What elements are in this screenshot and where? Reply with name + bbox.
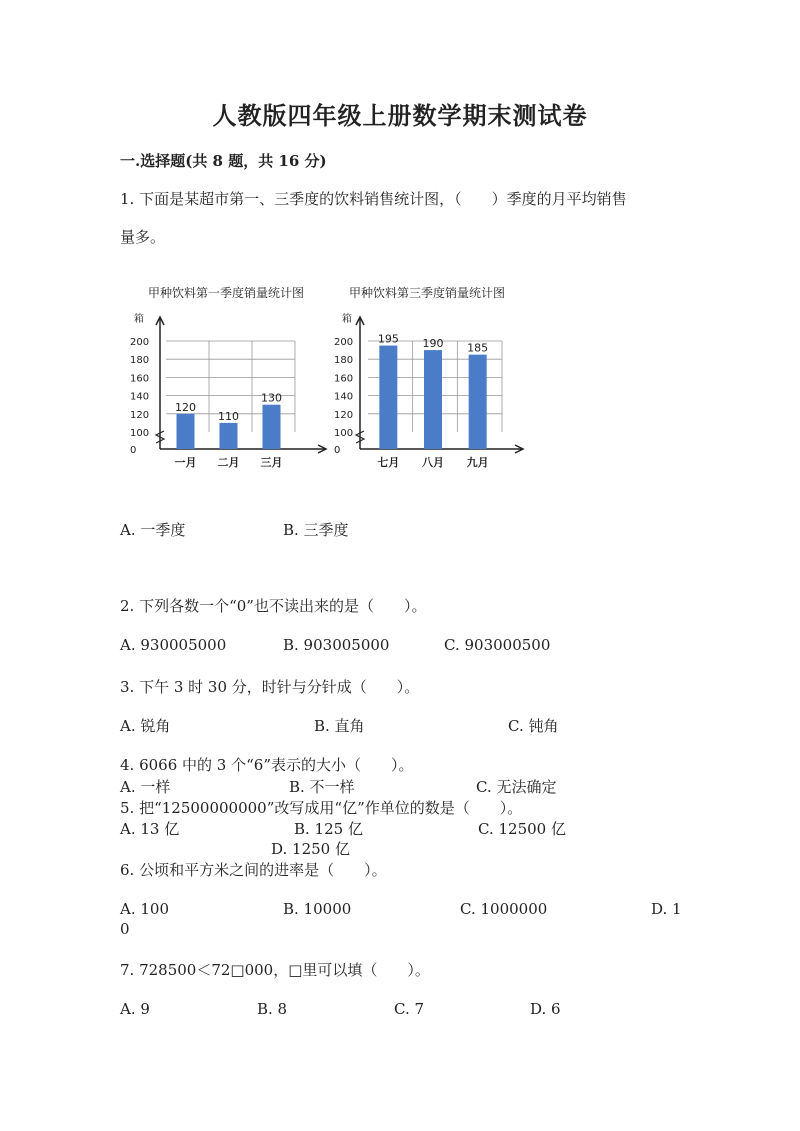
q2-option-a: A. 930005000 <box>120 636 227 654</box>
q7-option-b: B. 8 <box>257 1000 288 1018</box>
q5-option-d: D. 1250 亿 <box>271 840 350 858</box>
q2-option-c: C. 903000500 <box>444 636 551 654</box>
data-label: 110 <box>218 409 239 423</box>
bar <box>379 346 397 449</box>
y-tick-label: 120 <box>130 409 150 421</box>
q6-option-c: C. 1000000 <box>460 900 548 918</box>
y-tick-label: 100 <box>334 428 354 439</box>
bar <box>263 405 281 449</box>
y-tick-label: 180 <box>130 355 150 367</box>
axis-break <box>156 431 164 443</box>
data-label: 195 <box>377 332 399 346</box>
y-tick-label: 200 <box>130 337 150 348</box>
x-tick-label: 二月 <box>217 456 240 469</box>
q4-option-c: C. 无法确定 <box>476 778 557 796</box>
y-tick-label: 200 <box>334 337 354 348</box>
q5-option-a: A. 13 亿 <box>120 820 180 838</box>
y-tick-label: 160 <box>130 373 150 385</box>
q4-option-a: A. 一样 <box>120 778 171 796</box>
question-4: 4. 6066 中的 3 个“6”表示的大小（ ）。 <box>120 756 414 774</box>
chart-q1 <box>130 285 326 469</box>
y-tick-label: 140 <box>334 391 354 403</box>
q7-option-c: C. 7 <box>394 1000 425 1018</box>
q4-option-b: B. 不一样 <box>289 778 355 796</box>
x-tick-label: 九月 <box>466 456 489 469</box>
section-heading: 一.选择题(共 8 题，共 16 分) <box>120 152 327 170</box>
question-7: 7. 728500＜72□000，□里可以填（ ）。 <box>120 961 430 979</box>
q3-option-b: B. 直角 <box>314 717 365 735</box>
question-6: 6. 公顷和平方米之间的进率是（ ）。 <box>120 861 387 879</box>
question-2: 2. 下列各数一个“0”也不读出来的是（ ）。 <box>120 597 427 615</box>
q1-option-b: B. 三季度 <box>283 521 349 539</box>
bar <box>424 350 442 449</box>
q6-option-d: D. 1 <box>651 900 682 918</box>
x-tick-label: 一月 <box>174 456 197 469</box>
question-1-line1: 1. 下面是某超市第一、三季度的饮料销售统计图，（ ）季度的月平均销售 <box>120 190 627 208</box>
data-label: 120 <box>175 400 196 414</box>
question-5: 5. 把“12500000000”改写成用“亿”作单位的数是（ ）。 <box>120 799 523 817</box>
y-tick-label: 120 <box>334 409 354 421</box>
q6-option-b: B. 10000 <box>283 900 352 918</box>
q2-option-b: B. 903005000 <box>283 636 390 654</box>
x-tick-label: 八月 <box>422 456 444 469</box>
question-1-line2: 量多。 <box>120 228 166 246</box>
q7-option-d: D. 6 <box>530 1000 561 1018</box>
q6-option-a: A. 100 <box>120 900 169 918</box>
chart-ylabel: 箱 <box>134 314 144 325</box>
bar <box>220 423 238 449</box>
y-tick-label: 100 <box>130 428 150 439</box>
chart-title: 甲种饮料第一季度销量统计图 <box>148 286 305 300</box>
data-label: 190 <box>422 337 444 351</box>
data-label: 185 <box>467 341 489 355</box>
y-tick-label: 180 <box>334 355 354 367</box>
chart-ylabel: 箱 <box>342 314 352 325</box>
q3-option-a: A. 锐角 <box>120 717 171 735</box>
chart-title: 甲种饮料第三季度销量统计图 <box>349 286 506 300</box>
data-label: 130 <box>261 391 282 405</box>
q5-option-c: C. 12500 亿 <box>478 820 566 838</box>
question-3: 3. 下午 3 时 30 分，时针与分针成（ ）。 <box>120 678 420 696</box>
q3-option-c: C. 钝角 <box>508 717 559 735</box>
x-tick-label: 七月 <box>377 456 400 469</box>
x-tick-label: 三月 <box>260 456 283 469</box>
page-title: 人教版四年级上册数学期末测试卷 <box>212 101 588 130</box>
chart-q3 <box>334 285 523 469</box>
y-tick-label: 0 <box>130 445 137 456</box>
y-tick-label: 140 <box>130 391 150 403</box>
charts-figure <box>120 275 540 475</box>
q5-option-b: B. 125 亿 <box>294 820 363 838</box>
bar <box>177 414 195 449</box>
y-tick-label: 160 <box>334 373 354 385</box>
q1-option-a: A. 一季度 <box>120 521 186 539</box>
axis-break <box>356 431 364 443</box>
y-tick-label: 0 <box>334 445 341 456</box>
q6-option-d-wrap: 0 <box>120 920 130 938</box>
q7-option-a: A. 9 <box>120 1000 150 1018</box>
bar <box>469 355 487 449</box>
